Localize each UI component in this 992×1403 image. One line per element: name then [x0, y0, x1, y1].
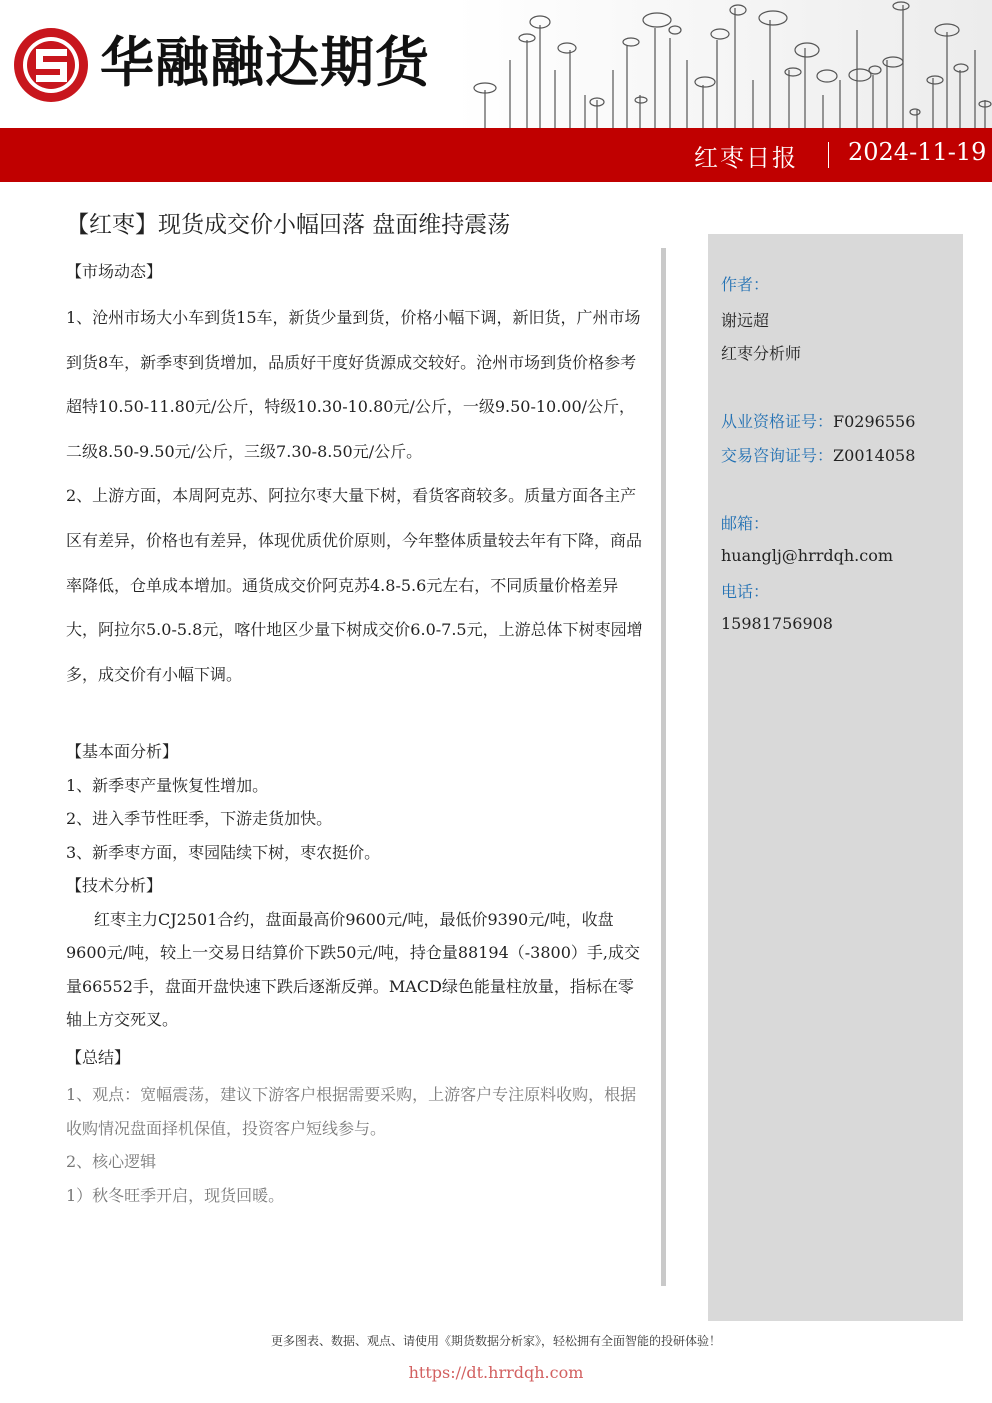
qualification-label: 从业资格证号：: [721, 412, 834, 431]
market-paragraph-2: 2、上游方面，本周阿克苏、阿拉尔枣大量下树，看货客商较多。质量方面各主产区有差异，价格也有差异，体现优质优价原则，今年整体质量较去年有下降，商品率降低，仓单成本增加。通货成交价阿克苏4.8-5.6元左右，不同质量价格差异大，阿拉尔5.0-5.8元，喀什地区少量下树成交价6.0-7.5元，上游总体下树枣园增多，成交价有小幅下调。: [66, 486, 643, 684]
company-logo-icon: [12, 26, 90, 104]
summary-logic-title: 2、核心逻辑: [66, 1152, 157, 1172]
decorative-banner-graphic: [455, 0, 992, 128]
report-title: 【红枣】现货成交价小幅回落 盘面维持震荡: [66, 212, 511, 238]
footer-promo: 更多图表、数据、观点、请使用《期货数据分析家》，轻松拥有全面智能的投研体验！: [270, 1334, 721, 1348]
author-label: 作者：: [721, 275, 770, 294]
email-address[interactable]: huanglj@hrrdqh.com: [721, 546, 894, 565]
qualification-row: [721, 409, 915, 432]
summary-view: 1、观点：宽幅震荡，建议下游客户根据需要采购，上游客户专注原料收购，根据收购情况盘面择机保值，投资客户短线参与。: [66, 1085, 637, 1138]
phone-label: 电话：: [721, 582, 770, 601]
fundamental-heading: 【基本面分析】: [66, 742, 179, 762]
fundamental-item: 3、新季枣方面，枣园陆续下树，枣农挺价。: [66, 842, 381, 862]
consult-number: Z0014058: [833, 446, 916, 465]
page-header: [0, 0, 992, 128]
author-role: 红枣分析师: [721, 344, 802, 363]
author-sidebar: [708, 234, 963, 1321]
email-label: 邮箱：: [721, 514, 770, 533]
technical-text: 红枣主力CJ2501合约，盘面最高价9600元/吨，最低价9390元/吨，收盘9600元/吨，较上一交易日结算价下跌50元/吨，持仓量88194（-3800）手,成交量66552手，盘面开盘快速下跌后逐渐反弹。MACD绿色能量柱放量，指标在零轴上方交死叉。: [66, 909, 640, 1030]
footer-link[interactable]: https://dt.hrrdqh.com: [408, 1363, 584, 1382]
fundamental-item: 1、新季枣产量恢复性增加。: [66, 775, 269, 795]
brand-name: 华融融达期货: [100, 31, 430, 94]
phone-number: 15981756908: [721, 614, 833, 633]
market-paragraph-1: 1、沧州市场大小车到货15车，新货少量到货，价格小幅下调，新旧货，广州市场到货8车，新季枣到货增加，品质好干度好货源成交较好。沧州市场到货价格参考超特10.50-11.80元/公斤，特级10.30-10.80元/公斤，一级9.50-10.00/公斤，二级8.50-9.50元/公斤，三级7.30-8.50元/公斤。: [66, 308, 641, 461]
summary-logic-item: 1）秋冬旺季开启，现货回暖。: [66, 1185, 285, 1205]
report-type: 红枣日报: [694, 144, 798, 172]
banner-divider: [828, 142, 829, 168]
content-scrollbar[interactable]: [661, 248, 666, 1286]
report-body: [66, 255, 644, 1285]
consult-label: 交易咨询证号：: [721, 446, 834, 465]
fundamental-item: 2、进入季节性旺季，下游走货加快。: [66, 809, 333, 829]
consult-row: [721, 443, 915, 466]
report-date: 2024-11-19: [848, 138, 987, 166]
author-name: 谢远超: [721, 311, 770, 330]
technical-heading: 【技术分析】: [66, 876, 163, 896]
report-banner: [0, 128, 992, 182]
market-heading: 【市场动态】: [66, 262, 163, 281]
summary-heading: 【总结】: [66, 1047, 131, 1067]
qualification-number: F0296556: [833, 412, 916, 431]
